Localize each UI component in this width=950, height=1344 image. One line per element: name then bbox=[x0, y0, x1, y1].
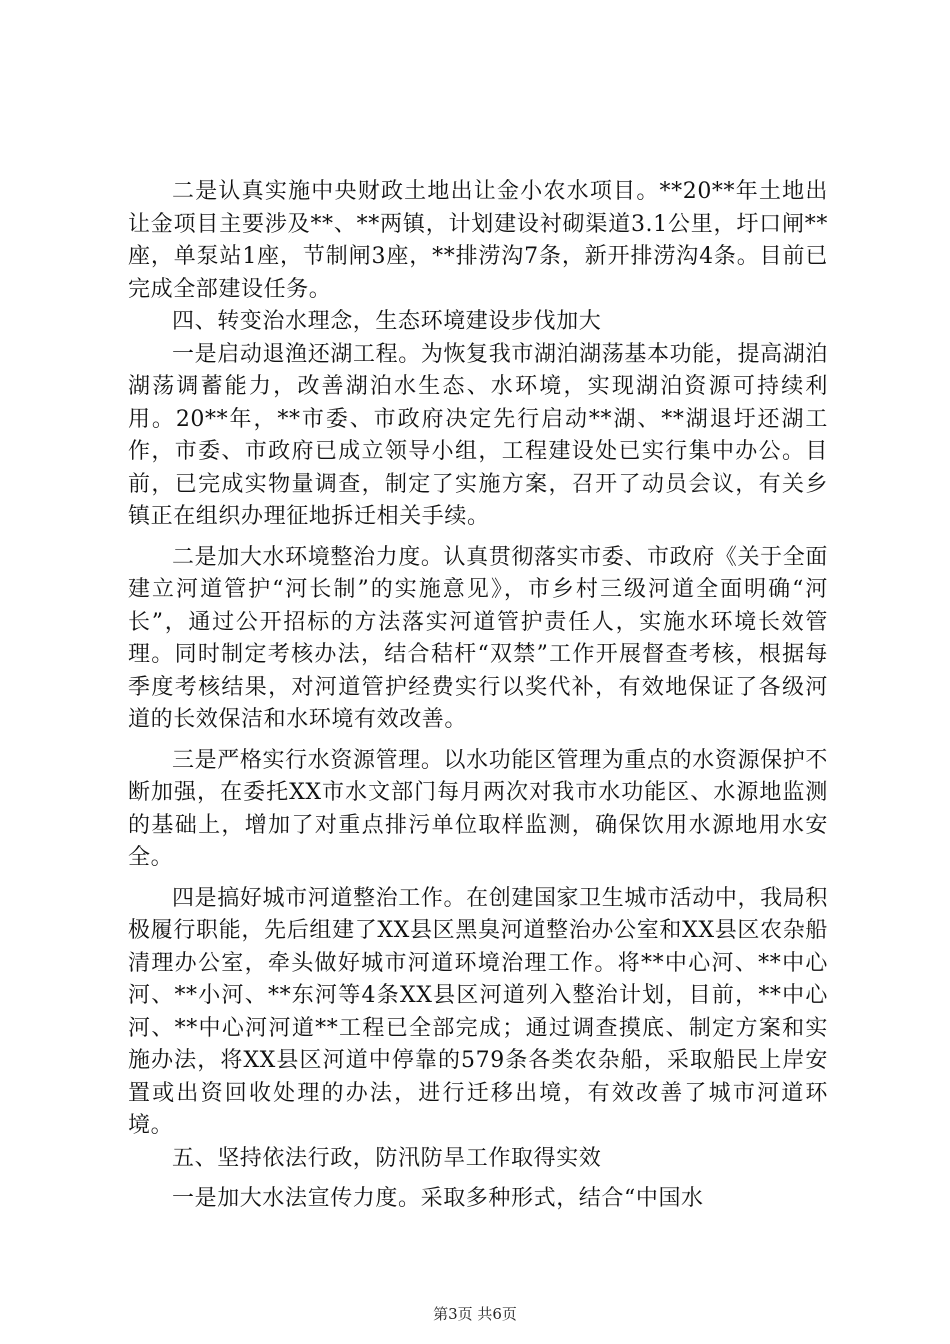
paragraph-4: 三是严格实行水资源管理。以水功能区管理为重点的水资源保护不断加强，在委托XX市水文部门每月两次对我市水功能区、水源地监测的基础上，增加了对重点排污单位取样监测，确保饮用水源地用水安全。 bbox=[128, 747, 828, 870]
document-body bbox=[128, 176, 828, 1216]
section-heading-5: 五、坚持依法行政，防汛防旱工作取得实效 bbox=[172, 1145, 602, 1171]
page-footer: 第3页 共6页 bbox=[433, 1305, 517, 1323]
paragraph-2: 一是启动退渔还湖工程。为恢复我市湖泊湖荡基本功能，提高湖泊湖荡调蓄能力，改善湖泊水生态、水环境，实现湖泊资源可持续利用。20**年，**市委、市政府决定先行启动**湖、**湖退圩还湖工作，市委、市政府已成立领导小组，工程建设处已实行集中办公。目前，已完成实物量调查，制定了实施方案，召开了动员会议，有关乡镇正在组织办理征地拆迁相关手续。 bbox=[128, 341, 828, 529]
paragraph-3: 二是加大水环境整治力度。认真贯彻落实市委、市政府《关于全面建立河道管护“河长制”的实施意见》，市乡村三级河道全面明确“河长”，通过公开招标的方法落实河道管护责任人，实施水环境长效管理。同时制定考核办法，结合秸杆“双禁”工作开展督查考核，根据每季度考核结果，对河道管护经费实行以奖代补，有效地保证了各级河道的长效保洁和水环境有效改善。 bbox=[128, 544, 828, 732]
section-heading-4: 四、转变治水理念，生态环境建设步伐加大 bbox=[172, 309, 602, 334]
paragraph-1: 二是认真实施中央财政土地出让金小农水项目。**20**年土地出让金项目主要涉及**、**两镇，计划建设衬砌渠道3.1公里，圩口闸**座，单泵站1座，节制闸3座，**排涝沟7条，新开排涝沟4条。目前已完成全部建设任务。 bbox=[128, 179, 828, 302]
paragraph-5: 四是搞好城市河道整治工作。在创建国家卫生城市活动中，我局积极履行职能，先后组建了XX县区黑臭河道整治办公室和XX县区农杂船清理办公室，牵头做好城市河道环境治理工作。将**中心河、**中心河、**小河、**东河等4条XX县区河道列入整治计划，目前，**中心河、**中心河河道**工程已全部完成；通过调查摸底、制定方案和实施办法，将XX县区河道中停靠的579条各类农杂船，采取船民上岸安置或出资回收处理的办法，进行迁移出境，有效改善了城市河道环境。 bbox=[128, 885, 828, 1138]
paragraph-6: 一是加大水法宣传力度。采取多种形式，结合“中国水 bbox=[172, 1186, 704, 1211]
